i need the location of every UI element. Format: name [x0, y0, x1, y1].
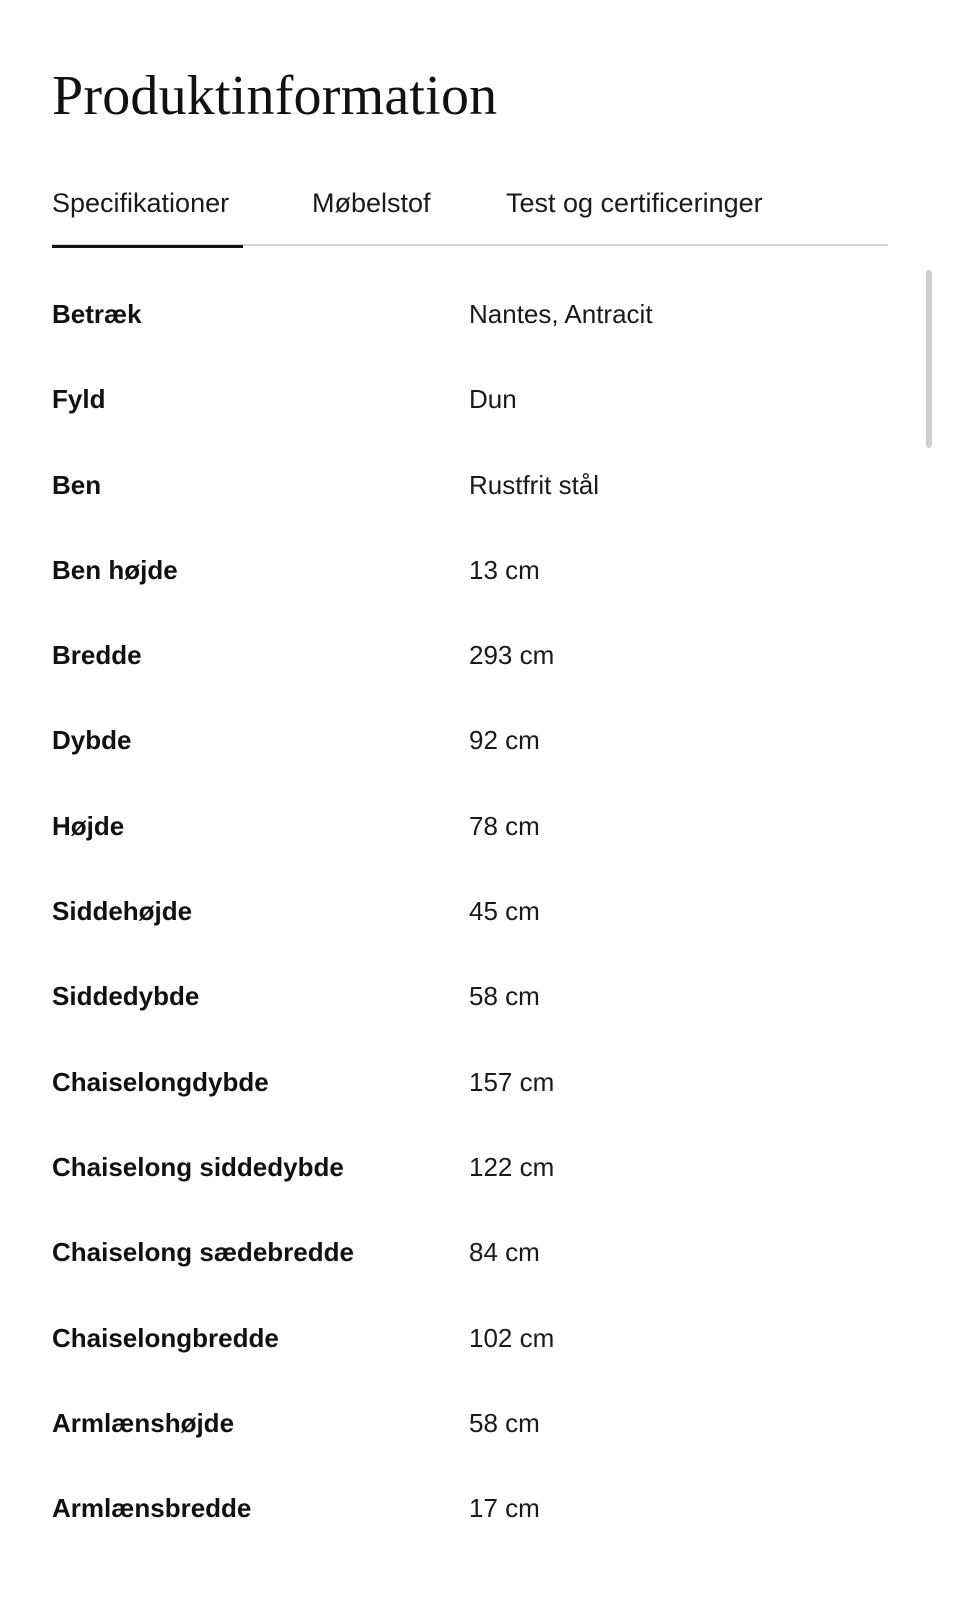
spec-value: 58 cm [469, 981, 540, 1012]
spec-label: Chaiselong siddedybde [52, 1151, 344, 1182]
spec-label: Fyld [52, 384, 106, 415]
spec-label: Chaiselongdybde [52, 1066, 269, 1097]
spec-row-fyld [52, 357, 888, 442]
spec-value: 58 cm [469, 1407, 540, 1438]
tab-mobelstof[interactable]: Møbelstof [312, 188, 431, 218]
spec-row-siddedybde [52, 954, 888, 1039]
spec-label: Dybde [52, 725, 132, 756]
spec-label: Armlænshøjde [52, 1407, 235, 1438]
spec-label: Betræk [52, 299, 142, 329]
scrollbar[interactable] [926, 270, 932, 448]
spec-row-chaiselongdybde [52, 1040, 888, 1125]
tab-test-og-certificeringer[interactable]: Test og certificeringer [506, 188, 763, 218]
spec-row-armlaensbredde [52, 1466, 888, 1551]
spec-row-ben-hojde [52, 528, 888, 613]
spec-value: 84 cm [469, 1237, 540, 1268]
spec-row-betraek [52, 272, 888, 357]
spec-value: Dun [469, 384, 517, 415]
spec-value: 78 cm [469, 810, 540, 841]
spec-value: Rustfrit stål [469, 469, 600, 500]
spec-value: 13 cm [469, 554, 540, 585]
spec-row-chaiselongbredde [52, 1296, 888, 1381]
spec-label: Siddedybde [52, 981, 200, 1012]
page-title: Produktinformation [52, 65, 498, 127]
spec-label: Bredde [52, 640, 142, 671]
spec-row-chaiselong-siddedybde [52, 1125, 888, 1210]
spec-row-siddehojde [52, 869, 888, 954]
spec-label: Ben [52, 469, 102, 500]
spec-label: Siddehøjde [52, 896, 193, 927]
spec-row-armlaenshojde [52, 1381, 888, 1466]
spec-row-ben [52, 443, 888, 528]
spec-row-bredde [52, 613, 888, 698]
spec-value: 45 cm [469, 896, 540, 927]
spec-value: 122 cm [469, 1151, 555, 1182]
spec-value: 293 cm [469, 640, 555, 671]
tab-specifikationer[interactable]: Specifikationer [52, 176, 243, 246]
spec-label: Chaiselongbredde [52, 1322, 279, 1353]
spec-list [52, 272, 888, 1551]
spec-value: 17 cm [469, 1493, 540, 1524]
spec-label: Højde [52, 810, 125, 841]
spec-value: 102 cm [469, 1322, 555, 1353]
spec-label: Chaiselong sædebredde [52, 1237, 354, 1268]
tab-bar [52, 176, 888, 246]
spec-label: Ben højde [52, 554, 178, 585]
spec-value: 157 cm [469, 1066, 555, 1097]
spec-label: Armlænsbredde [52, 1493, 252, 1524]
spec-value: 92 cm [469, 725, 540, 756]
spec-row-chaiselong-saedebredde [52, 1210, 888, 1295]
spec-value: Nantes, Antracit [469, 299, 653, 329]
spec-row-hojde [52, 784, 888, 869]
spec-row-dybde [52, 698, 888, 783]
